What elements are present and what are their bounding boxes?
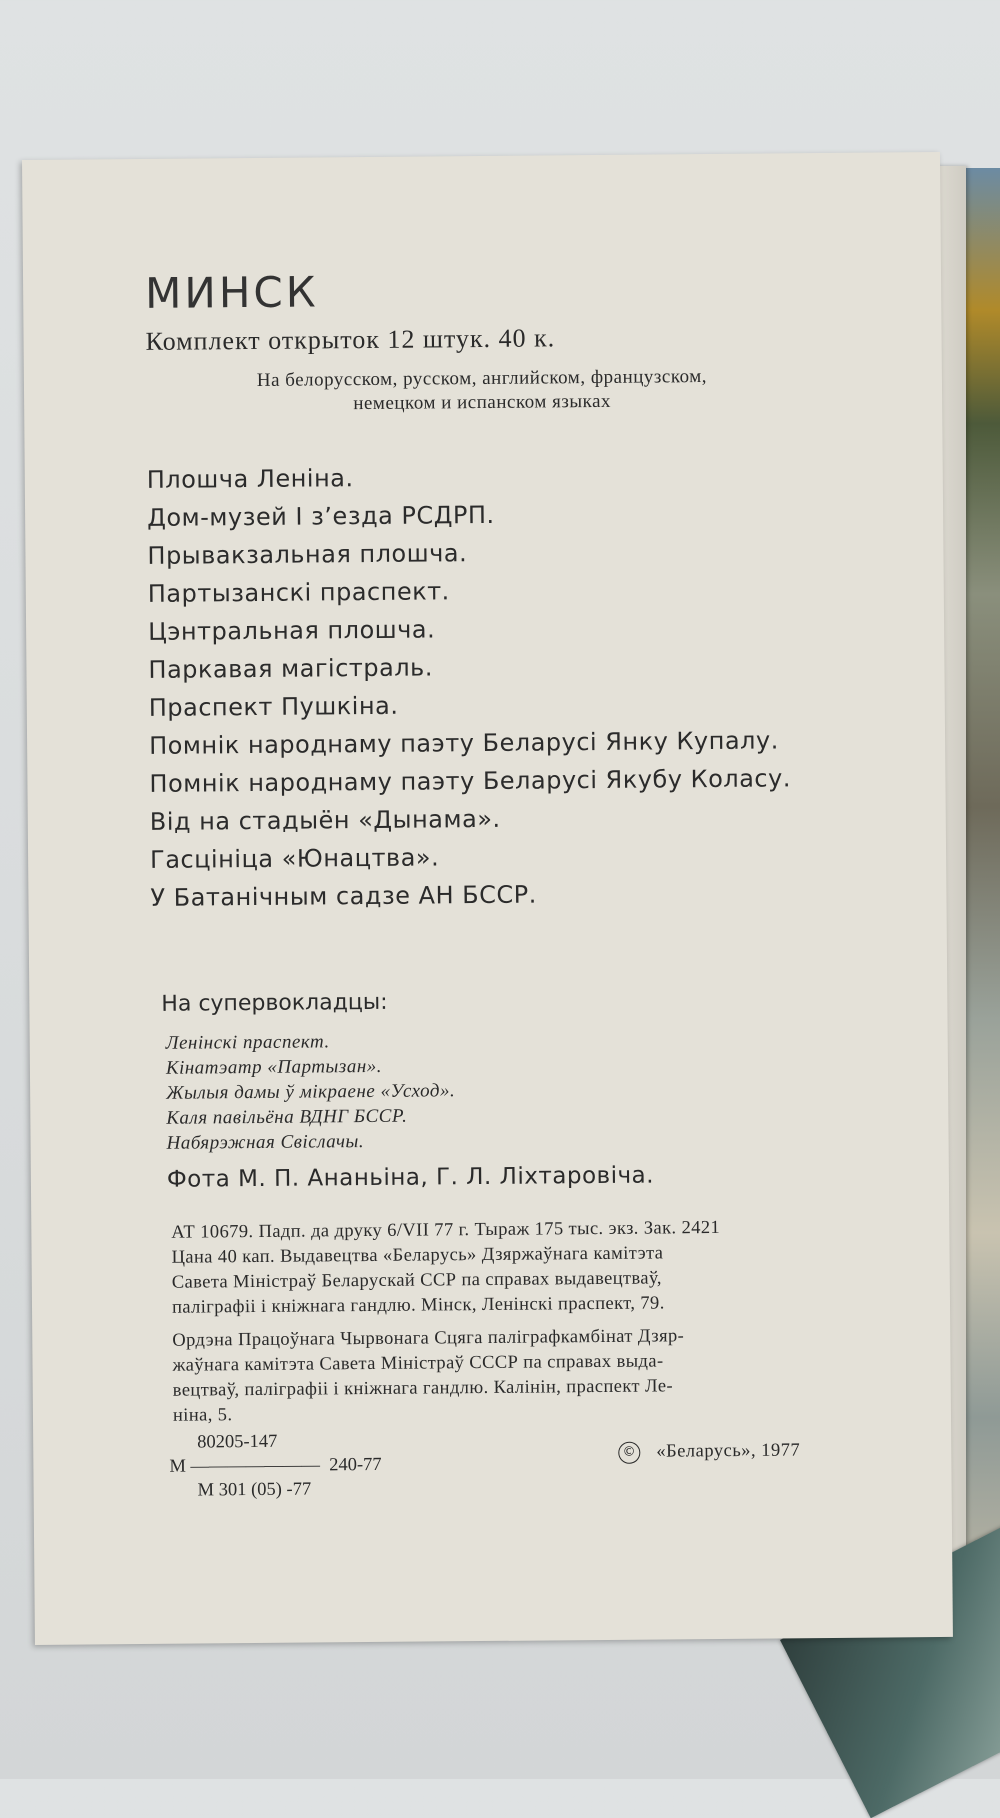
list-item: Від на стадыён «Дынама».	[149, 804, 501, 836]
list-item: Ленінскі праспект.	[165, 1031, 330, 1054]
set-description: Комплект открыток 12 штук. 40 к.	[145, 323, 556, 356]
code-top: 80205-147	[197, 1431, 278, 1453]
imprint-line: Цана 40 кап. Выдавецтва «Беларусь» Дзяржаўнага камітэта	[171, 1243, 664, 1268]
list-item: Цэнтральная плошча.	[148, 615, 436, 646]
list-item: Помнік народнаму паэту Беларусі Янку Купалу.	[148, 726, 779, 760]
imprint-line: паліграфіі і кніжнага гандлю. Мінск, Ленінскі праспект, 79.	[171, 1293, 665, 1318]
list-item: Каля павільёна ВДНГ БССР.	[166, 1105, 408, 1129]
list-item: Помнік народнаму паэту Беларусі Якубу Коласу.	[149, 764, 792, 798]
imprint-line: вецтваў, паліграфіі і кніжнага гандлю. Калінін, праспект Ле-	[172, 1376, 674, 1401]
imprint-line: Савета Міністраў Беларускай ССР па справах выдавецтваў,	[171, 1268, 662, 1293]
code-bottom: М 301 (05) -77	[197, 1479, 312, 1501]
languages-line-1: На белорусском, русском, английском, французском,	[256, 366, 708, 391]
list-item: Партызанскі праспект.	[147, 577, 450, 608]
cover-heading: На супервокладцы:	[161, 989, 388, 1017]
list-item: Дом-музей I з’езда РСДРП.	[147, 500, 495, 532]
cover-list	[166, 1028, 456, 1156]
copyright-icon: ©	[618, 1442, 640, 1464]
copyright-text: «Беларусь», 1977	[656, 1440, 801, 1462]
languages-line-2: немецком и испанском языках	[353, 390, 612, 415]
list-item: У Батанічным садзе АН БССР.	[150, 880, 537, 912]
list-item: Паркавая магістраль.	[148, 653, 434, 684]
photo-credit: Фота М. П. Ананьіна, Г. Л. Ліхтаровіча.	[166, 1162, 655, 1193]
list-item: Прывакзальная плошча.	[147, 539, 468, 570]
list-item: Набярэжная Свіслачы.	[166, 1131, 365, 1154]
imprint-line: ніна, 5.	[172, 1405, 233, 1426]
imprint-line: жаўнага камітэта Савета Міністраў СССР па справах выда-	[172, 1351, 664, 1376]
code-middle: М ——————— 240-77	[169, 1454, 382, 1477]
postcard-set-insert	[22, 152, 953, 1645]
list-item: Кінатэатр «Партызан».	[165, 1055, 383, 1079]
catalog-codes	[169, 1429, 382, 1503]
imprint-publisher	[171, 1215, 862, 1321]
list-item: Жылыя дамы ў мікраене «Усход».	[166, 1080, 456, 1104]
postcard-list	[147, 455, 792, 917]
copyright	[618, 1440, 800, 1464]
imprint-line: Ордэна Працоўнага Чырвонага Сцяга паліграфкамбінат Дзяр-	[172, 1326, 685, 1351]
list-item: Гасцініца «Юнацтва».	[149, 843, 440, 874]
imprint-line: АТ 10679. Падп. да друку 6/VII 77 г. Тыраж 175 тыс. экз. Зак. 2421	[171, 1217, 721, 1243]
imprint-printer	[172, 1323, 863, 1429]
list-item: Плошча Леніна.	[146, 464, 354, 494]
page-title: МИНСК	[144, 267, 319, 318]
list-item: Праспект Пушкіна.	[148, 691, 399, 722]
